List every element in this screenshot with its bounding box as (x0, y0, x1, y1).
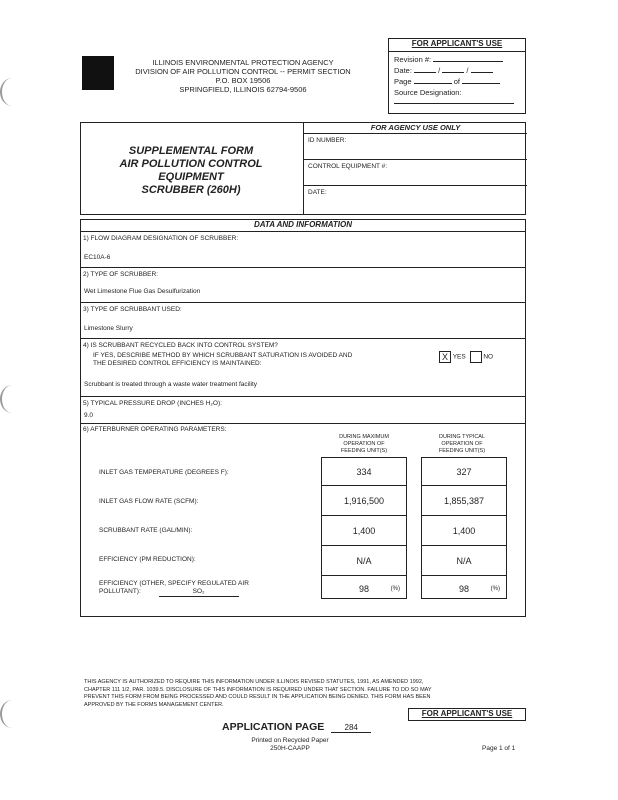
max-other-cell[interactable] (322, 576, 406, 602)
column-max-header: DURING MAXIMUM OPERATION OF FEEDING UNIT(S) (339, 434, 389, 454)
max-value-cell[interactable]: 334 (322, 458, 406, 486)
question-4-sub-2: THE DESIRED CONTROL EFFICIENCY IS MAINTAINED: (93, 360, 262, 367)
agency-date-label: DATE: (308, 189, 327, 196)
application-page-number[interactable]: 284 (331, 723, 371, 733)
control-equipment-field[interactable] (304, 160, 527, 186)
question-3-answer[interactable]: Limestone Slurry (84, 325, 133, 332)
max-other-value: 98 (358, 584, 369, 594)
question-2 (81, 268, 525, 303)
row-label: INLET GAS TEMPERATURE (DEGREES F): (99, 469, 229, 476)
revision-label: Revision #: (394, 55, 432, 64)
question-2-label: 2) TYPE OF SCRUBBER: (83, 271, 159, 278)
control-equipment-label: CONTROL EQUIPMENT #: (308, 163, 388, 170)
question-1 (81, 232, 525, 268)
form-title-line-1: SUPPLEMENTAL FORM (128, 145, 254, 157)
revision-row (394, 55, 520, 64)
max-value-cell[interactable]: 1,400 (322, 516, 406, 546)
date-row (394, 66, 520, 75)
date-year-field[interactable] (471, 72, 493, 73)
max-value-cell[interactable]: 1,916,500 (322, 486, 406, 516)
row-label: INLET GAS FLOW RATE (SCFM): (99, 498, 199, 505)
legal-notice-line-2: CHAPTER 111 1/2, PAR. 1039.5. DISCLOSURE OF THIS INFORMATION IS REQUIRED UNDER THAT SECTION. FAILURE TO DO SO MAY (84, 686, 432, 693)
city-address: SPRINGFIELD, ILLINOIS 62794-9506 (179, 85, 307, 94)
footer-center (240, 737, 340, 753)
application-page-label: APPLICATION PAGE (222, 721, 325, 733)
no-checkbox[interactable] (470, 351, 482, 363)
page-of-label: of (453, 77, 460, 86)
question-4-label: 4) IS SCRUBBANT RECYCLED BACK INTO CONTROL SYSTEM? (83, 342, 278, 349)
agency-name: ILLINOIS ENVIRONMENTAL PROTECTION AGENCY (152, 58, 334, 67)
date-label: Date: (394, 66, 412, 75)
question-2-answer[interactable]: Wet Limestone Flue Gas Desulfurization (84, 288, 201, 295)
page-field[interactable] (414, 83, 452, 84)
form-title (81, 145, 301, 197)
question-4-answer[interactable]: Scrubbant is treated through a waste water treatment facility (84, 381, 258, 388)
form-title-line-2: AIR POLLUTION CONTROL (119, 158, 263, 170)
data-section (80, 219, 526, 617)
percent-unit: (%) (390, 586, 400, 592)
typical-value-cell[interactable]: 1,855,387 (422, 486, 506, 516)
legal-notice-line-4: APPROVED BY THE FORMS MANAGEMENT CENTER. (84, 701, 224, 708)
question-6-label: 6) AFTERBURNER OPERATING PARAMETERS: (83, 426, 227, 433)
column-typical-header: DURING TYPICAL OPERATION OF FEEDING UNIT(S) (438, 434, 486, 454)
yes-label: YES (452, 353, 466, 361)
column-max-box (321, 457, 407, 599)
typical-other-cell[interactable] (422, 576, 506, 602)
column-typical-box (421, 457, 507, 599)
division-name: DIVISION OF AIR POLLUTION CONTROL -- PERMIT SECTION (135, 67, 351, 76)
applicant-use-box (388, 38, 526, 114)
agency-use-title: FOR AGENCY USE ONLY (304, 123, 527, 134)
form-title-line-3: EQUIPMENT (158, 171, 224, 183)
question-4-sub-1: IF YES, DESCRIBE METHOD BY WHICH SCRUBBANT SATURATION IS AVOIDED AND (93, 352, 353, 359)
form-title-line-4: SCRUBBER (260H) (141, 184, 241, 196)
question-3 (81, 303, 525, 339)
footer-applicant-use: FOR APPLICANT'S USE (408, 708, 526, 721)
po-box: P.O. BOX 19506 (215, 76, 271, 85)
legal-notice-line-3: PREVENT THIS FORM FROM BEING PROCESSED AND COULD RESULT IN THE APPLICATION BEING DENIED. THIS FORM HAS BEEN (84, 694, 431, 700)
question-5-label: 5) TYPICAL PRESSURE DROP (INCHES H₂O): (83, 400, 222, 407)
revision-field[interactable] (433, 61, 503, 62)
applicant-use-title: FOR APPLICANT'S USE (389, 39, 525, 52)
other-efficiency-label (99, 580, 249, 597)
recycled-paper-note: Printed on Recycled Paper (251, 737, 329, 744)
question-6 (81, 424, 525, 607)
typical-value-cell[interactable]: 327 (422, 458, 506, 486)
page-row (394, 77, 520, 86)
binder-hole-top (0, 78, 24, 106)
page-number: Page 1 of 1 (482, 745, 516, 752)
source-designation-label: Source Designation: (394, 88, 462, 97)
question-1-label: 1) FLOW DIAGRAM DESIGNATION OF SCRUBBER: (83, 235, 239, 242)
binder-hole-middle (0, 385, 24, 413)
typical-other-value: 98 (458, 584, 469, 594)
application-page (222, 721, 371, 733)
section-title: DATA AND INFORMATION (81, 220, 525, 232)
row-label: EFFICIENCY (PM REDUCTION): (99, 556, 196, 563)
max-value-cell[interactable]: N/A (322, 546, 406, 576)
row-label: SCRUBBANT RATE (GAL/MIN): (99, 527, 193, 534)
other-efficiency-label-2: POLLUTANT): (99, 588, 141, 595)
legal-notice (84, 679, 524, 709)
page-label: Page (394, 77, 412, 86)
agency-logo (82, 56, 114, 90)
question-5 (81, 397, 525, 424)
agency-header (118, 58, 368, 94)
page-total-field[interactable] (462, 83, 500, 84)
question-5-answer[interactable]: 9.0 (84, 412, 94, 419)
legal-notice-line-1: THIS AGENCY IS AUTHORIZED TO REQUIRE THIS INFORMATION UNDER ILLINOIS REVISED STATUTES, 1991, AS AMENDED 1992, (84, 679, 424, 685)
date-separator: / (438, 66, 441, 75)
typical-value-cell[interactable]: 1,400 (422, 516, 506, 546)
date-separator: / (466, 66, 469, 75)
id-number-label: ID NUMBER: (308, 137, 347, 144)
other-pollutant-field[interactable]: SO₂ (159, 588, 239, 597)
id-number-field[interactable] (304, 134, 527, 160)
source-designation-field[interactable] (394, 97, 514, 104)
typical-value-cell[interactable]: N/A (422, 546, 506, 576)
question-1-answer[interactable]: EC10A-6 (84, 254, 111, 261)
form-title-block (80, 122, 526, 215)
question-3-label: 3) TYPE OF SCRUBBANT USED: (83, 306, 182, 313)
form-code: 250H-CAAPP (270, 745, 310, 752)
agency-use-box (303, 123, 527, 214)
no-label: NO (483, 353, 494, 361)
percent-unit: (%) (490, 586, 500, 592)
yes-checkbox[interactable]: X (439, 351, 451, 363)
date-day-field[interactable] (442, 72, 464, 73)
date-field[interactable] (304, 186, 527, 212)
question-4 (81, 339, 525, 397)
other-efficiency-label-1: EFFICIENCY (OTHER, SPECIFY REGULATED AIR (99, 580, 249, 587)
date-month-field[interactable] (414, 72, 436, 73)
binder-hole-bottom (0, 700, 24, 728)
recycled-options (439, 351, 493, 363)
